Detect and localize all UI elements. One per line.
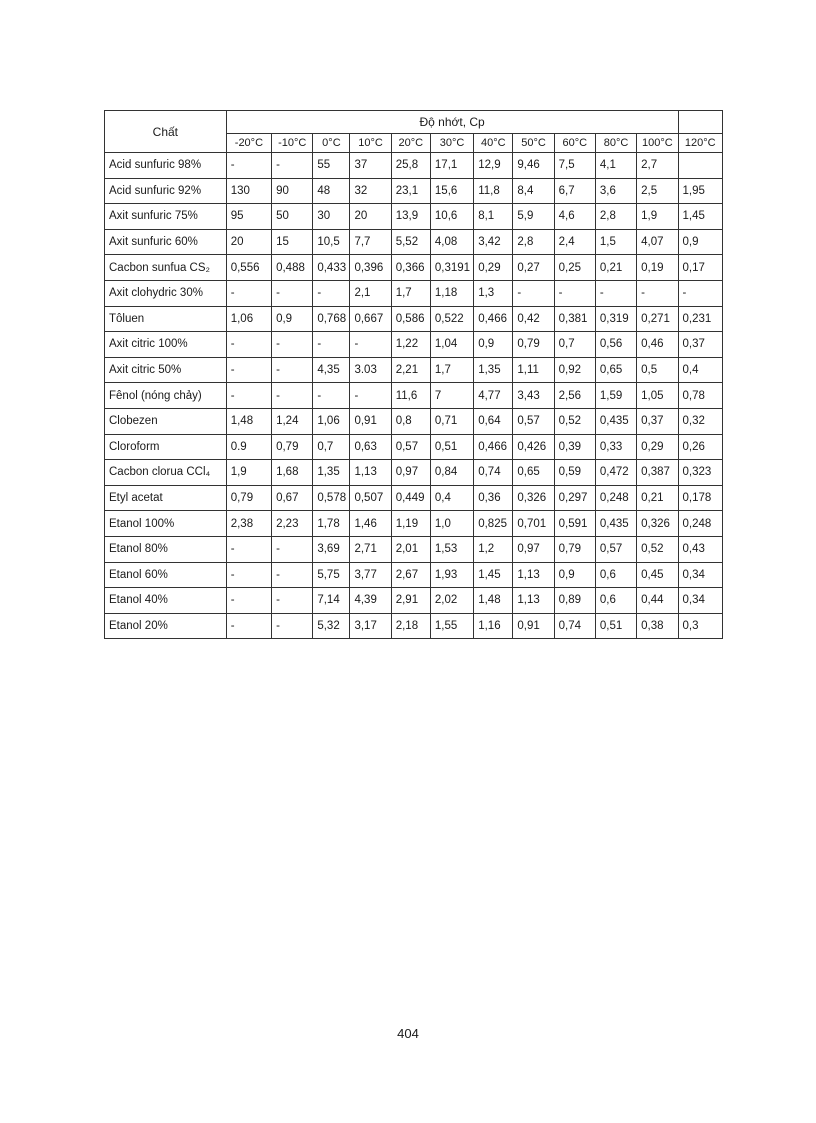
- viscosity-value: 12,9: [474, 153, 513, 179]
- viscosity-value: 2,67: [391, 562, 430, 588]
- viscosity-value: 0,4: [430, 485, 473, 511]
- viscosity-value: 0,65: [595, 357, 636, 383]
- viscosity-value: 0.9: [226, 434, 271, 460]
- viscosity-value: 8,4: [513, 178, 554, 204]
- viscosity-value: 0,34: [678, 562, 722, 588]
- viscosity-value: -: [226, 588, 271, 614]
- viscosity-value: 0,426: [513, 434, 554, 460]
- viscosity-value: 20: [226, 229, 271, 255]
- viscosity-value: 30: [313, 204, 350, 230]
- temperature-header: 60°C: [554, 134, 595, 153]
- viscosity-value: 2,4: [554, 229, 595, 255]
- viscosity-value: 1,7: [391, 280, 430, 306]
- viscosity-value: 0,51: [595, 613, 636, 639]
- viscosity-value: 0,59: [554, 460, 595, 486]
- viscosity-value: 0,32: [678, 408, 722, 434]
- viscosity-value: 0,466: [474, 306, 513, 332]
- temperature-header: 100°C: [637, 134, 678, 153]
- viscosity-value: 0,701: [513, 511, 554, 537]
- viscosity-value: 1,45: [474, 562, 513, 588]
- viscosity-value: 2,18: [391, 613, 430, 639]
- substance-name: Etanol 20%: [105, 613, 227, 639]
- table-row: [105, 383, 723, 409]
- viscosity-value: 0,449: [391, 485, 430, 511]
- viscosity-value: 1,3: [474, 280, 513, 306]
- viscosity-value: 0,6: [595, 588, 636, 614]
- viscosity-value: 48: [313, 178, 350, 204]
- viscosity-value: -: [226, 383, 271, 409]
- viscosity-value: 0,326: [513, 485, 554, 511]
- substance-name: Acid sunfuric 98%: [105, 153, 227, 179]
- viscosity-value: 0,178: [678, 485, 722, 511]
- viscosity-value: 0,591: [554, 511, 595, 537]
- viscosity-value: 0,34: [678, 588, 722, 614]
- viscosity-value: 37: [350, 153, 391, 179]
- viscosity-value: 0,9: [678, 229, 722, 255]
- viscosity-value: -: [313, 332, 350, 358]
- viscosity-value: 0,29: [637, 434, 678, 460]
- viscosity-value: 0,71: [430, 408, 473, 434]
- viscosity-value: 0,5: [637, 357, 678, 383]
- temperature-header: -20°C: [226, 134, 271, 153]
- viscosity-value: 0,381: [554, 306, 595, 332]
- viscosity-value: 3,43: [513, 383, 554, 409]
- viscosity-value: 0,248: [595, 485, 636, 511]
- viscosity-value: -: [272, 613, 313, 639]
- viscosity-value: 1,59: [595, 383, 636, 409]
- viscosity-value: 0,21: [595, 255, 636, 281]
- viscosity-value: 0,9: [474, 332, 513, 358]
- table-row: [105, 204, 723, 230]
- viscosity-value: [678, 153, 722, 179]
- viscosity-value: 1,05: [637, 383, 678, 409]
- viscosity-value: 0,52: [637, 536, 678, 562]
- viscosity-value: -: [272, 383, 313, 409]
- viscosity-value: 0,4: [678, 357, 722, 383]
- viscosity-value: 0,19: [637, 255, 678, 281]
- viscosity-value: -: [226, 536, 271, 562]
- viscosity-value: 9,46: [513, 153, 554, 179]
- viscosity-value: 0,433: [313, 255, 350, 281]
- viscosity-value: 2,5: [637, 178, 678, 204]
- viscosity-value: 0,466: [474, 434, 513, 460]
- table-row: [105, 280, 723, 306]
- viscosity-value: -: [272, 332, 313, 358]
- viscosity-value: 1,45: [678, 204, 722, 230]
- viscosity-value: 0,8: [391, 408, 430, 434]
- substance-name: Acid sunfuric 92%: [105, 178, 227, 204]
- viscosity-value: 5,52: [391, 229, 430, 255]
- viscosity-header: Độ nhớt, Cp: [226, 111, 678, 134]
- viscosity-value: 0,65: [513, 460, 554, 486]
- viscosity-value: -: [513, 280, 554, 306]
- viscosity-value: 0,33: [595, 434, 636, 460]
- viscosity-value: 2,01: [391, 536, 430, 562]
- viscosity-value: 1,93: [430, 562, 473, 588]
- viscosity-value: 0,74: [554, 613, 595, 639]
- substance-name: Axit sunfuric 75%: [105, 204, 227, 230]
- table-row: [105, 511, 723, 537]
- viscosity-value: 0,79: [554, 536, 595, 562]
- viscosity-value: 0,97: [391, 460, 430, 486]
- viscosity-value: -: [226, 153, 271, 179]
- viscosity-value: 0,667: [350, 306, 391, 332]
- viscosity-value: 0,78: [678, 383, 722, 409]
- viscosity-value: 1,11: [513, 357, 554, 383]
- viscosity-value: -: [226, 562, 271, 588]
- viscosity-value: 0,396: [350, 255, 391, 281]
- viscosity-value: 2,8: [595, 204, 636, 230]
- viscosity-table: [104, 110, 723, 639]
- viscosity-value: 0,91: [350, 408, 391, 434]
- viscosity-value: 0,472: [595, 460, 636, 486]
- viscosity-value: 2,7: [637, 153, 678, 179]
- viscosity-value: 0,435: [595, 408, 636, 434]
- viscosity-value: 0,91: [513, 613, 554, 639]
- viscosity-value: 0,319: [595, 306, 636, 332]
- viscosity-value: 2,91: [391, 588, 430, 614]
- viscosity-value: 1,48: [226, 408, 271, 434]
- temperature-header: 120°C: [678, 134, 722, 153]
- substance-name: Etanol 60%: [105, 562, 227, 588]
- viscosity-value: 1,95: [678, 178, 722, 204]
- table-row: [105, 255, 723, 281]
- table-row: [105, 229, 723, 255]
- substance-name: Axit clohydric 30%: [105, 280, 227, 306]
- viscosity-value: 1,55: [430, 613, 473, 639]
- viscosity-value: 15: [272, 229, 313, 255]
- viscosity-value: 1,24: [272, 408, 313, 434]
- viscosity-value: 25,8: [391, 153, 430, 179]
- viscosity-value: 4,77: [474, 383, 513, 409]
- viscosity-value: 4,39: [350, 588, 391, 614]
- viscosity-value: -: [272, 536, 313, 562]
- viscosity-value: 7: [430, 383, 473, 409]
- viscosity-value: -: [272, 153, 313, 179]
- table-row: [105, 434, 723, 460]
- viscosity-value: 3,6: [595, 178, 636, 204]
- viscosity-value: 2,1: [350, 280, 391, 306]
- viscosity-value: 2,71: [350, 536, 391, 562]
- viscosity-value: 0,37: [678, 332, 722, 358]
- viscosity-value: 17,1: [430, 153, 473, 179]
- viscosity-value: 0,57: [513, 408, 554, 434]
- viscosity-value: 0,92: [554, 357, 595, 383]
- viscosity-value: -: [226, 613, 271, 639]
- viscosity-value: 0,79: [272, 434, 313, 460]
- viscosity-value: -: [313, 383, 350, 409]
- viscosity-value: -: [350, 383, 391, 409]
- substance-name: Axit sunfuric 60%: [105, 229, 227, 255]
- table-row: [105, 178, 723, 204]
- temperature-header: -10°C: [272, 134, 313, 153]
- viscosity-value: 1,35: [313, 460, 350, 486]
- table-row: [105, 357, 723, 383]
- viscosity-value: 0,323: [678, 460, 722, 486]
- viscosity-value: 0,17: [678, 255, 722, 281]
- viscosity-value: -: [272, 562, 313, 588]
- viscosity-value: -: [350, 332, 391, 358]
- viscosity-value: 4,07: [637, 229, 678, 255]
- viscosity-value: 11,8: [474, 178, 513, 204]
- viscosity-value: 0,586: [391, 306, 430, 332]
- viscosity-value: 3.03: [350, 357, 391, 383]
- viscosity-value: 1,5: [595, 229, 636, 255]
- viscosity-value: 1,78: [313, 511, 350, 537]
- viscosity-value: 0,84: [430, 460, 473, 486]
- viscosity-value: 3,77: [350, 562, 391, 588]
- substance-name: Cacbon clorua CCl₄: [105, 460, 227, 486]
- viscosity-value: 0,3191: [430, 255, 473, 281]
- viscosity-value: 0,488: [272, 255, 313, 281]
- viscosity-value: -: [226, 332, 271, 358]
- viscosity-value: 0,37: [637, 408, 678, 434]
- viscosity-value: 0,7: [554, 332, 595, 358]
- viscosity-value: 90: [272, 178, 313, 204]
- viscosity-value: 4,35: [313, 357, 350, 383]
- table-row: [105, 408, 723, 434]
- viscosity-value: -: [313, 280, 350, 306]
- viscosity-value: 0,89: [554, 588, 595, 614]
- viscosity-value: 1,46: [350, 511, 391, 537]
- viscosity-value: 1,7: [430, 357, 473, 383]
- viscosity-value: 0,248: [678, 511, 722, 537]
- viscosity-value: 5,32: [313, 613, 350, 639]
- viscosity-value: 23,1: [391, 178, 430, 204]
- viscosity-value: 0,44: [637, 588, 678, 614]
- viscosity-value: -: [226, 280, 271, 306]
- viscosity-value: 1,35: [474, 357, 513, 383]
- viscosity-value: 20: [350, 204, 391, 230]
- viscosity-value: 3,17: [350, 613, 391, 639]
- table-row: [105, 485, 723, 511]
- viscosity-value: 0,56: [595, 332, 636, 358]
- viscosity-value: 0,64: [474, 408, 513, 434]
- viscosity-value: 0,7: [313, 434, 350, 460]
- table-row: [105, 460, 723, 486]
- viscosity-value: 0,297: [554, 485, 595, 511]
- viscosity-value: -: [272, 280, 313, 306]
- viscosity-value: 0,67: [272, 485, 313, 511]
- substance-name: Fênol (nóng chảy): [105, 383, 227, 409]
- substance-name: Clobezen: [105, 408, 227, 434]
- viscosity-value: 1,53: [430, 536, 473, 562]
- viscosity-value: 0,46: [637, 332, 678, 358]
- temperature-header: 50°C: [513, 134, 554, 153]
- table-row: [105, 332, 723, 358]
- viscosity-value: -: [637, 280, 678, 306]
- viscosity-value: 1,2: [474, 536, 513, 562]
- viscosity-value: 50: [272, 204, 313, 230]
- viscosity-value: 0,36: [474, 485, 513, 511]
- header-row-main: [105, 111, 723, 134]
- viscosity-value: 0,6: [595, 562, 636, 588]
- viscosity-value: 0,21: [637, 485, 678, 511]
- viscosity-value: 0,97: [513, 536, 554, 562]
- viscosity-value: 2,21: [391, 357, 430, 383]
- viscosity-value: 1,0: [430, 511, 473, 537]
- viscosity-value: 32: [350, 178, 391, 204]
- viscosity-value: 1,13: [513, 588, 554, 614]
- viscosity-value: -: [272, 357, 313, 383]
- viscosity-value: 0,231: [678, 306, 722, 332]
- viscosity-value: 7,14: [313, 588, 350, 614]
- viscosity-value: 0,507: [350, 485, 391, 511]
- viscosity-value: 0,29: [474, 255, 513, 281]
- viscosity-value: 1,48: [474, 588, 513, 614]
- substance-name: Tôluen: [105, 306, 227, 332]
- viscosity-value: 0,27: [513, 255, 554, 281]
- viscosity-value: 1,19: [391, 511, 430, 537]
- viscosity-value: 1,06: [226, 306, 271, 332]
- viscosity-value: 95: [226, 204, 271, 230]
- viscosity-value: 4,6: [554, 204, 595, 230]
- substance-name: Cacbon sunfua CS₂: [105, 255, 227, 281]
- viscosity-value: 6,7: [554, 178, 595, 204]
- viscosity-value: 2,8: [513, 229, 554, 255]
- table-row: [105, 536, 723, 562]
- viscosity-value: 0,57: [595, 536, 636, 562]
- substance-name: Etanol 80%: [105, 536, 227, 562]
- viscosity-value: 5,75: [313, 562, 350, 588]
- viscosity-value: 0,79: [226, 485, 271, 511]
- viscosity-value: -: [595, 280, 636, 306]
- table-row: [105, 562, 723, 588]
- substance-name: Axit citric 100%: [105, 332, 227, 358]
- viscosity-value: 0,326: [637, 511, 678, 537]
- viscosity-value: 0,825: [474, 511, 513, 537]
- substance-name: Cloroform: [105, 434, 227, 460]
- viscosity-value: 4,08: [430, 229, 473, 255]
- viscosity-value: 1,13: [350, 460, 391, 486]
- viscosity-value: 13,9: [391, 204, 430, 230]
- substance-name: Etyl acetat: [105, 485, 227, 511]
- viscosity-value: 0,57: [391, 434, 430, 460]
- viscosity-value: 2,38: [226, 511, 271, 537]
- substance-name: Etanol 100%: [105, 511, 227, 537]
- temperature-header: 30°C: [430, 134, 473, 153]
- viscosity-value: 0,52: [554, 408, 595, 434]
- viscosity-value: 0,74: [474, 460, 513, 486]
- viscosity-value: 0,38: [637, 613, 678, 639]
- viscosity-value: 0,9: [554, 562, 595, 588]
- temperature-header: 80°C: [595, 134, 636, 153]
- viscosity-value: 10,6: [430, 204, 473, 230]
- viscosity-value: 1,04: [430, 332, 473, 358]
- viscosity-value: 1,9: [637, 204, 678, 230]
- temperature-header: 40°C: [474, 134, 513, 153]
- viscosity-value: 3,42: [474, 229, 513, 255]
- viscosity-value: 0,26: [678, 434, 722, 460]
- viscosity-value: 7,7: [350, 229, 391, 255]
- viscosity-value: 1,06: [313, 408, 350, 434]
- viscosity-value: 0,25: [554, 255, 595, 281]
- viscosity-value: 1,9: [226, 460, 271, 486]
- temperature-header: 10°C: [350, 134, 391, 153]
- viscosity-value: 130: [226, 178, 271, 204]
- viscosity-value: -: [678, 280, 722, 306]
- table-row: [105, 588, 723, 614]
- viscosity-value: -: [226, 357, 271, 383]
- viscosity-value: 7,5: [554, 153, 595, 179]
- viscosity-value: 0,42: [513, 306, 554, 332]
- table-row: [105, 306, 723, 332]
- viscosity-value: 0,366: [391, 255, 430, 281]
- viscosity-value: 0,556: [226, 255, 271, 281]
- viscosity-value: 2,23: [272, 511, 313, 537]
- viscosity-value: 55: [313, 153, 350, 179]
- viscosity-value: 0,51: [430, 434, 473, 460]
- viscosity-value: 0,9: [272, 306, 313, 332]
- viscosity-value: 0,63: [350, 434, 391, 460]
- table-row: [105, 613, 723, 639]
- viscosity-value: 10,5: [313, 229, 350, 255]
- substance-header: Chất: [105, 111, 227, 153]
- table-row: [105, 153, 723, 179]
- header-blank-cell: [678, 111, 722, 134]
- viscosity-value: 0,578: [313, 485, 350, 511]
- viscosity-value: 1,68: [272, 460, 313, 486]
- page-number: 404: [397, 1026, 419, 1041]
- viscosity-value: 0,271: [637, 306, 678, 332]
- viscosity-value: 0,387: [637, 460, 678, 486]
- viscosity-value: 3,69: [313, 536, 350, 562]
- viscosity-value: 11,6: [391, 383, 430, 409]
- table-body: [105, 153, 723, 639]
- temperature-header: 0°C: [313, 134, 350, 153]
- viscosity-value: 0,435: [595, 511, 636, 537]
- viscosity-value: 4,1: [595, 153, 636, 179]
- viscosity-value: 5,9: [513, 204, 554, 230]
- viscosity-value: 0,45: [637, 562, 678, 588]
- viscosity-value: 1,16: [474, 613, 513, 639]
- viscosity-value: 1,18: [430, 280, 473, 306]
- viscosity-value: 0,522: [430, 306, 473, 332]
- viscosity-value: 0,79: [513, 332, 554, 358]
- viscosity-value: 1,13: [513, 562, 554, 588]
- viscosity-value: 0,43: [678, 536, 722, 562]
- viscosity-value: 0,3: [678, 613, 722, 639]
- viscosity-value: 1,22: [391, 332, 430, 358]
- viscosity-value: -: [554, 280, 595, 306]
- substance-name: Axit citric 50%: [105, 357, 227, 383]
- viscosity-value: -: [272, 588, 313, 614]
- viscosity-value: 0,768: [313, 306, 350, 332]
- viscosity-value: 2,02: [430, 588, 473, 614]
- viscosity-value: 0,39: [554, 434, 595, 460]
- viscosity-value: 2,56: [554, 383, 595, 409]
- viscosity-value: 8,1: [474, 204, 513, 230]
- viscosity-value: 15,6: [430, 178, 473, 204]
- temperature-header: 20°C: [391, 134, 430, 153]
- substance-name: Etanol 40%: [105, 588, 227, 614]
